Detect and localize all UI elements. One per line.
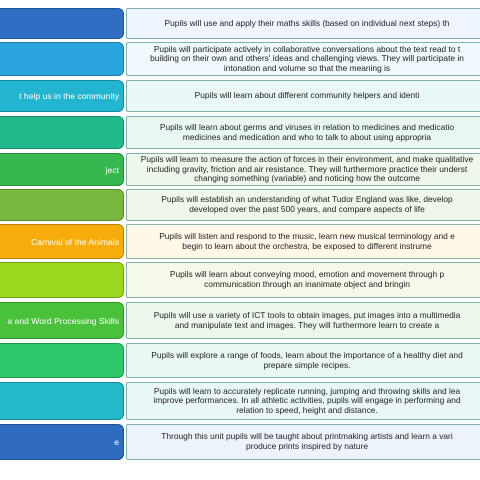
unit-description: Pupils will participate actively in collaborative conversations about the text read to t building on their own and others' ideas and challenging views. They will participate in intonation and volume so that the meaning is — [150, 43, 464, 73]
unit-description: Pupils will establish an understanding of what Tudor England was like, develop developed over the past 500 years, and compare aspects of life — [161, 194, 453, 214]
unit-row — [0, 302, 480, 339]
unit-row — [0, 424, 480, 460]
unit-description-box — [126, 382, 480, 420]
unit-title: ject — [105, 164, 119, 175]
unit-row — [0, 189, 480, 221]
unit-description-box — [126, 302, 480, 339]
unit-description: Pupils will learn to accurately replicate running, jumping and throwing skills and lea improve performances. In all athletic activities, pupils will engage in performing and relation to speed, height and distance. — [153, 385, 461, 415]
unit-description-box — [126, 42, 480, 76]
unit-title: Carnival of the Animals — [31, 236, 119, 247]
unit-title-box — [0, 8, 124, 39]
unit-title-box — [0, 189, 124, 221]
unit-description-box — [126, 189, 480, 221]
unit-description-box — [126, 343, 480, 378]
unit-title-box — [0, 262, 124, 298]
unit-title-box — [0, 42, 124, 76]
unit-description: Pupils will use a variety of ICT tools to obtain images, put images into a multimedia and manipulate text and images. They will furthermore learn to create a — [153, 309, 461, 330]
unit-row — [0, 116, 480, 149]
unit-row — [0, 42, 480, 76]
unit-description-box — [126, 80, 480, 112]
unit-title-box — [0, 343, 124, 378]
unit-description-box — [126, 8, 480, 39]
unit-description: Pupils will learn about conveying mood, emotion and movement through p communication through an inanimate object and bringin — [169, 269, 445, 289]
unit-description: Pupils will use and apply their maths skills (based on individual next steps) th — [164, 17, 450, 28]
unit-description: Pupils will learn about different community helpers and identi — [194, 90, 420, 101]
unit-title-box — [0, 116, 124, 149]
unit-row — [0, 224, 480, 259]
unit-description: Through this unit pupils will be taught about printmaking artists and learn a vari produce prints inspired by nature — [161, 431, 453, 451]
unit-description-box — [126, 262, 480, 298]
unit-title: e — [114, 437, 119, 447]
unit-row — [0, 80, 480, 112]
unit-row — [0, 262, 480, 298]
unit-description-box — [126, 224, 480, 259]
unit-title-box — [0, 424, 124, 460]
unit-title: t help us in the community — [19, 91, 119, 101]
unit-description-box — [126, 424, 480, 460]
unit-description: Pupils will learn to measure the action of forces in their environment, and make qualitative including gravity, friction and air resistance. They will furthermore practice their underst changing something (variable) and noticing how the outcome — [140, 154, 474, 184]
unit-row — [0, 8, 480, 39]
unit-title-box — [0, 382, 124, 420]
unit-title-box — [0, 224, 124, 259]
unit-title-box — [0, 302, 124, 339]
unit-description: Pupils will listen and respond to the music, learn new musical terminology and e begin to learn about the orchestra, be exposed to different instrume — [159, 230, 455, 251]
unit-row — [0, 153, 480, 186]
unit-title-box — [0, 80, 124, 112]
unit-description: Pupils will explore a range of foods, learn about the importance of a healthy diet and prepare simple recipes. — [151, 349, 463, 370]
unit-description-box — [126, 153, 480, 186]
unit-description: Pupils will learn about germs and viruses in relation to medicines and medicatio medicines and medication and who to talk to about using appropria — [159, 121, 455, 142]
unit-title-box — [0, 153, 124, 186]
unit-row — [0, 343, 480, 378]
unit-title: a and Word Processing Skills — [7, 315, 119, 326]
unit-description-box — [126, 116, 480, 149]
unit-row — [0, 382, 480, 420]
